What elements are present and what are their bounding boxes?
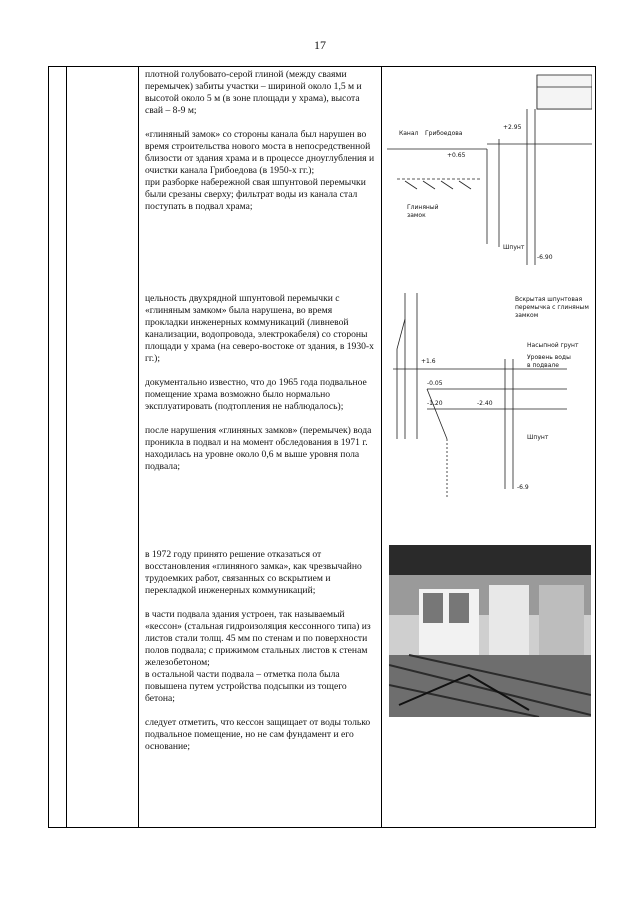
paragraph: «глиняный замок» со стороны канала был нарушен во время строительства нового моста в непосредственной близости от здания храма и в процессе дноуглубления и очистки канала Грибоедова (в 1950-х гг.); при разборке набережной свая шпунтовой перемычки были срезаны сверху; фильтрат воды из канала стал поступать в подвал храма; [145,129,375,212]
svg-text:+2.95: +2.95 [503,124,522,131]
cross-section-sketch-icon [387,69,592,265]
svg-text:Насыпной грунт: Насыпной грунт [527,342,579,349]
svg-text:-1.20: -1.20 [427,400,443,407]
column-divider [381,67,382,827]
paragraph: в части подвала здания устроен, так называемый «кессон» (стальная гидроизоляция кессонного типа) из листов стали толщ. 45 мм по стенам и по поверхности полов подвала; с прижимом стальных листов к стенам железобетоном; в остальной части подвала – отметка пола была повышена путем устройства подсыпки из тощего бетона; [145,609,371,704]
page-number: 17 [314,38,326,52]
svg-text:Глиняный: Глиняный [407,204,439,211]
paragraph: документально известно, что до 1965 года подвальное помещение храма возможно было нормально эксплуатировать (подтопления не наблюдалось); [145,377,367,412]
section-1-text [145,69,377,225]
sheet-pile-diagram-icon [387,289,592,505]
svg-text:замок: замок [407,212,426,219]
svg-text:+1.6: +1.6 [421,358,436,365]
svg-text:Вскрытая шпунтовая: Вскрытая шпунтовая [515,296,583,303]
svg-text:замком: замком [515,312,539,319]
column-divider [138,67,139,827]
paragraph: следует отметить, что кессон защищает от воды только подвальное помещение, но не сам фундамент и его основание; [145,717,371,752]
paragraph: в 1972 году принято решение отказаться от восстановления «глиняного замка», как чрезвычайно трудоемких работ, связанных со вскрытием и перекладкой инженерных коммуникаций; [145,549,362,596]
svg-text:Шпунт: Шпунт [503,244,525,251]
section-3-text [145,549,377,765]
document-table [48,66,596,828]
section-2-text [145,293,377,485]
svg-text:+0.65: +0.65 [447,152,466,159]
column-divider [66,67,67,827]
basement-photo-icon [389,545,591,717]
svg-text:Канал: Канал [399,130,419,137]
svg-text:Уровень воды: Уровень воды [527,354,571,361]
svg-text:-6.9: -6.9 [517,484,529,491]
paragraph: цельность двухрядной шпунтовой перемычки с «глиняным замком» была нарушена, во время прокладки инженерных коммуникаций (ливневой канализации, водопровода, электрокабеля) со стороны площади у храма (на северо-востоке от здания, в 1930-х гг.); [145,293,374,364]
paragraph: после нарушения «глиняных замков» (перемычек) вода проникла в подвал и на момент обследования в 1971 г. находилась на уровне около 0,6 м выше уровня пола подвала; [145,425,372,472]
paragraph: плотной голубовато-серой глиной (между сваями перемычек) забиты участки – шириной около 1,5 м и высотой около 5 м (в зоне площади у храма), высота свай – 8-9 м; [145,69,362,116]
svg-text:-6.90: -6.90 [537,254,553,261]
svg-text:Грибоедова: Грибоедова [425,130,463,137]
svg-text:в подвале: в подвале [527,362,559,369]
svg-text:-0.05: -0.05 [427,380,443,387]
svg-text:Шпунт: Шпунт [527,434,549,441]
svg-text:перемычка с глиняным: перемычка с глиняным [515,304,589,311]
svg-text:-2.40: -2.40 [477,400,493,407]
